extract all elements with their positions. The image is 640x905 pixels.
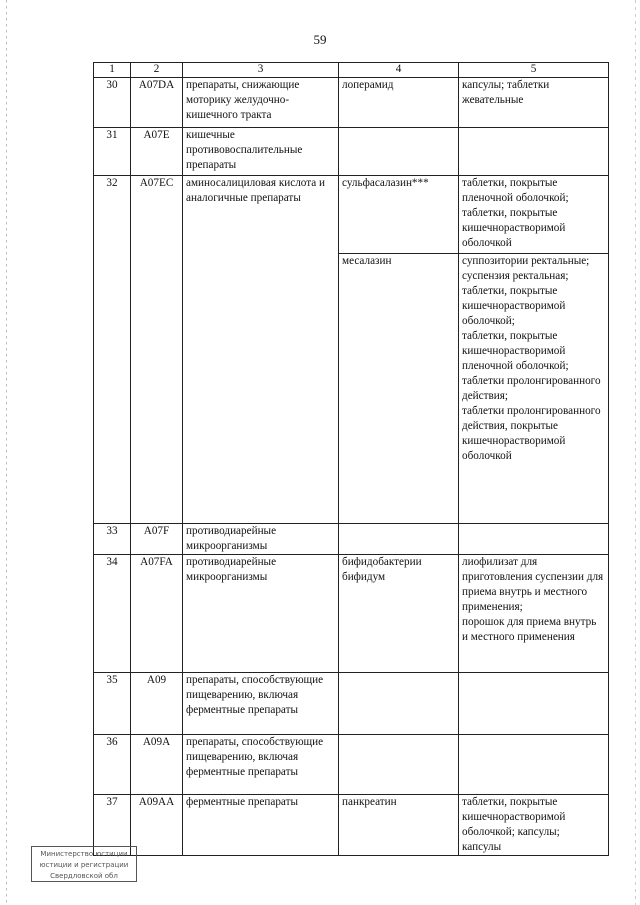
header-cell-4: 4 <box>339 63 459 78</box>
row-number-cell: 30 <box>94 78 131 128</box>
table-row <box>94 555 609 673</box>
dosage-form-line: таблетки, покрытые кишечнорастворимой оболочкой; капсулы; <box>462 796 566 838</box>
drug-name-cell <box>339 673 459 735</box>
anatomical-group-cell: препараты, снижающие моторику желудочно-кишечного тракта <box>183 78 339 128</box>
dosage-forms-cell <box>459 254 609 524</box>
dosage-form-line: таблетки, покрытые пленочной оболочкой; <box>462 177 569 204</box>
atc-code-cell: A07FA <box>131 555 183 673</box>
dosage-forms-cell <box>459 78 609 128</box>
table-row <box>94 524 609 555</box>
drug-list-table <box>93 62 609 856</box>
dosage-form-line: таблетки, покрытые кишечнорастворимой оболочкой <box>462 207 566 249</box>
dosage-form-line: суппозитории ректальные; <box>462 255 590 267</box>
atc-code-cell: A09A <box>131 735 183 795</box>
drug-name-cell <box>339 128 459 176</box>
right-margin-scan-marks <box>635 0 636 905</box>
anatomical-group-cell: противодиарейные микроорганизмы <box>183 524 339 555</box>
header-cell-1: 1 <box>94 63 131 78</box>
drug-name-cell <box>339 735 459 795</box>
dosage-form-line: таблетки, покрытые кишечнорастворимой оболочкой; <box>462 285 566 327</box>
anatomical-group-cell: кишечные противовоспалительные препараты <box>183 128 339 176</box>
dosage-form-line: капсулы; таблетки жевательные <box>462 79 550 106</box>
drug-name-cell: месалазин <box>339 254 459 524</box>
anatomical-group-cell: препараты, способствующие пищеварению, включая ферментные препараты <box>183 673 339 735</box>
row-number-cell: 34 <box>94 555 131 673</box>
table-header-row <box>94 63 609 78</box>
dosage-forms-cell <box>459 735 609 795</box>
anatomical-group-cell: аминосалициловая кислота и аналогичные препараты <box>183 176 339 524</box>
table-row <box>94 176 609 254</box>
registration-stamp <box>31 846 137 882</box>
drug-name-cell: лоперамид <box>339 78 459 128</box>
dosage-forms-cell <box>459 128 609 176</box>
atc-code-cell: A07E <box>131 128 183 176</box>
dosage-forms-cell <box>459 673 609 735</box>
dosage-form-line: таблетки, покрытые кишечнорастворимой пленочной оболочкой; <box>462 330 569 372</box>
dosage-form-line: таблетки пролонгированного действия; <box>462 375 601 402</box>
header-cell-5: 5 <box>459 63 609 78</box>
dosage-form-line: лиофилизат для приготовления суспензии для приема внутрь и местного применения; <box>462 556 604 613</box>
dosage-forms-cell <box>459 555 609 673</box>
header-cell-3: 3 <box>183 63 339 78</box>
left-margin-scan-marks <box>6 0 7 905</box>
atc-code-cell: A07EC <box>131 176 183 524</box>
dosage-form-line: суспензия ректальная; <box>462 270 569 282</box>
table-row <box>94 128 609 176</box>
stamp-line-1: Министерство юстиции <box>40 850 128 858</box>
table-row <box>94 795 609 856</box>
atc-code-cell: A07DA <box>131 78 183 128</box>
row-number-cell: 31 <box>94 128 131 176</box>
row-number-cell: 32 <box>94 176 131 524</box>
atc-code-cell: A09 <box>131 673 183 735</box>
row-number-cell: 35 <box>94 673 131 735</box>
drug-name-cell <box>339 524 459 555</box>
anatomical-group-cell: противодиарейные микроорганизмы <box>183 555 339 673</box>
drug-name-cell: сульфасалазин*** <box>339 176 459 254</box>
atc-code-cell: A07F <box>131 524 183 555</box>
dosage-forms-cell <box>459 176 609 254</box>
page-number: 59 <box>313 32 327 47</box>
header-cell-2: 2 <box>131 63 183 78</box>
row-number-cell: 37 <box>94 795 131 856</box>
row-number-cell: 36 <box>94 735 131 795</box>
dosage-forms-cell <box>459 524 609 555</box>
drug-name-cell: бифидобактерии бифидум <box>339 555 459 673</box>
atc-code-cell: A09AA <box>131 795 183 856</box>
dosage-forms-cell <box>459 795 609 856</box>
stamp-line-2: юстиции и регистрации <box>39 861 129 869</box>
row-number-cell: 33 <box>94 524 131 555</box>
dosage-form-line: порошок для приема внутрь и местного применения <box>462 616 597 643</box>
table-row <box>94 78 609 128</box>
table-row <box>94 735 609 795</box>
dosage-form-line: таблетки пролонгированного действия, покрытые кишечнорастворимой оболочкой <box>462 405 601 462</box>
drug-name-cell: панкреатин <box>339 795 459 856</box>
dosage-form-line: капсулы <box>462 841 502 853</box>
table-body <box>94 63 609 856</box>
table-row <box>94 673 609 735</box>
anatomical-group-cell: ферментные препараты <box>183 795 339 856</box>
anatomical-group-cell: препараты, способствующие пищеварению, включая ферментные препараты <box>183 735 339 795</box>
stamp-line-3: Свердловской обл <box>50 872 118 880</box>
